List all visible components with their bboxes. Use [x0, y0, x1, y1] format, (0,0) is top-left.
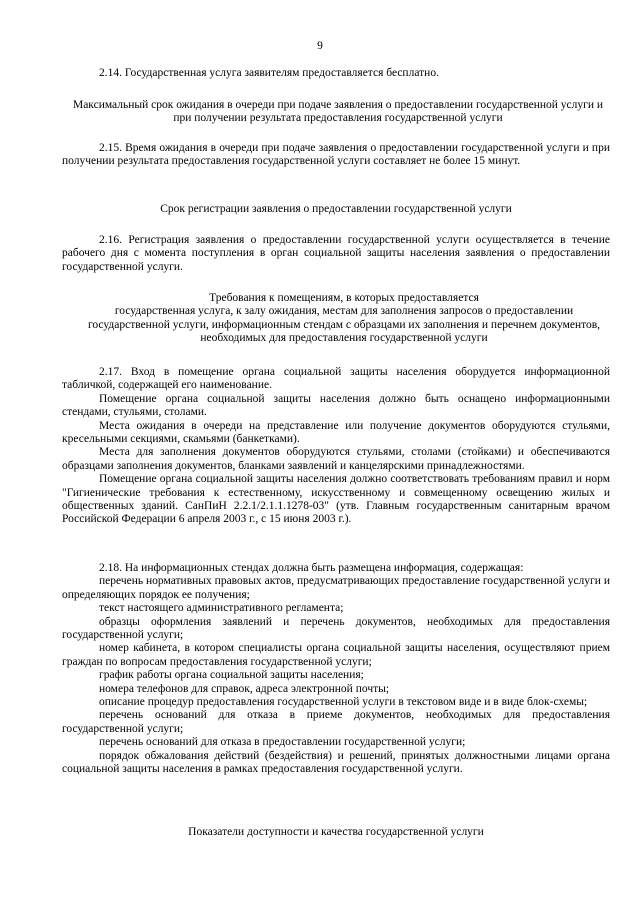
paragraph-2-14 — [62, 67, 610, 80]
paragraph-line: Места ожидания в очереди на представление или получение документов оборудуются стульями, кресельными секциями, скамьями (банкетками). — [62, 419, 610, 446]
section-heading-max-wait — [66, 99, 610, 126]
paragraph-2-18 — [62, 562, 610, 777]
paragraph-text: 2.14. Государственная услуга заявителям предоставляется бесплатно. — [99, 67, 439, 79]
list-item: 2.18. На информационных стендах должна быть размещена информация, содержащая: — [99, 562, 524, 574]
list-item: текст настоящего административного регламента; — [99, 602, 344, 615]
list-item: образцы оформления заявлений и перечень документов, необходимых для предоставления государственной услуги; — [62, 615, 610, 642]
paragraph-text: 2.15. Время ожидания в очереди при подаче заявления о предоставлении государственной услуги и при получении результата предоставления государственной услуги составляет не более 15 минут. — [62, 142, 610, 168]
heading-text: Показатели доступности и качества государственной услуги — [188, 826, 484, 838]
paragraph-2-15 — [62, 142, 610, 169]
list-item: перечень оснований для отказа в приеме документов, необходимых для предоставления государственной услуги; — [62, 709, 610, 735]
paragraph-2-17 — [62, 366, 610, 527]
section-heading-indicators — [62, 826, 610, 839]
list-item: описание процедур предоставления государственной услуги в текстовом виде и в виде блок-схемы; — [99, 696, 588, 709]
heading-line-2: государственная услуга, к залу ожидания, местам для заполнения запросов о предоставлении государственной услуги, информационным стендам с образцами их заполнения и перечнем документов, необходимых для предоставления государственной услуги — [87, 305, 601, 345]
paragraph-line: 2.17. Вход в помещение органа социальной защиты населения оборудуется информационной табличкой, содержащей его наименование. — [62, 366, 610, 392]
section-heading-premises — [78, 292, 610, 346]
page-number: 9 — [317, 40, 323, 52]
section-heading-registration — [62, 203, 610, 216]
paragraph-line: Помещение органа социальной защиты населения должно быть оснащено информационными стендами, стульями, столами. — [62, 392, 610, 419]
heading-text: Срок регистрации заявления о предоставлении государственной услуги — [160, 203, 512, 215]
heading-line-1: Требования к помещениям, в которых предоставляется — [209, 292, 479, 304]
list-item: номера телефонов для справок, адреса электронной почты; — [99, 682, 390, 695]
paragraph-2-16 — [62, 234, 610, 274]
paragraph-line: Места для заполнения документов оборудуются стульями, столами (стойками) и обеспечиваются образцами заполнения документов, бланками заявлений и канцелярскими принадлежностями. — [62, 446, 610, 472]
list-item: график работы органа социальной защиты населения; — [99, 669, 364, 682]
list-item: номер кабинета, в котором специалисты органа социальной защиты населения, осуществляют прием граждан по вопросам предоставления государственной услуги; — [62, 642, 610, 668]
paragraph-text: 2.16. Регистрация заявления о предоставлении государственной услуги осуществляется в течение рабочего дня с момента поступления в орган социальной защиты населения заявления о предоставлении государственной услуги. — [62, 234, 610, 273]
list-item: порядок обжалования действий (бездействия) и решений, принятых должностными лицами органа социальной защиты населения в рамках предоставления государственной услуги. — [62, 749, 610, 776]
paragraph-line: Помещение органа социальной защиты населения должно соответствовать требованиям правил и норм "Гигиенические требования к естественному, искусственному и совмещенному освещению жилых и общественных зданий. СанПиН 2.2.1/2.1.1.1278-03" (утв. Главным государственным санитарным врачом Российской Федерации 6 апреля 2003 г., с 15 июня 2003 г.). — [62, 473, 610, 526]
list-item: перечень нормативных правовых актов, предусматривающих предоставление государственной услуги и определяющих порядок ее получения; — [62, 575, 610, 601]
heading-text: Максимальный срок ожидания в очереди при подаче заявления о предоставлении государственной услуги и при получении результата предоставления государственной услуги — [72, 99, 604, 125]
list-item: перечень оснований для отказа в предоставлении государственной услуги; — [99, 736, 466, 749]
